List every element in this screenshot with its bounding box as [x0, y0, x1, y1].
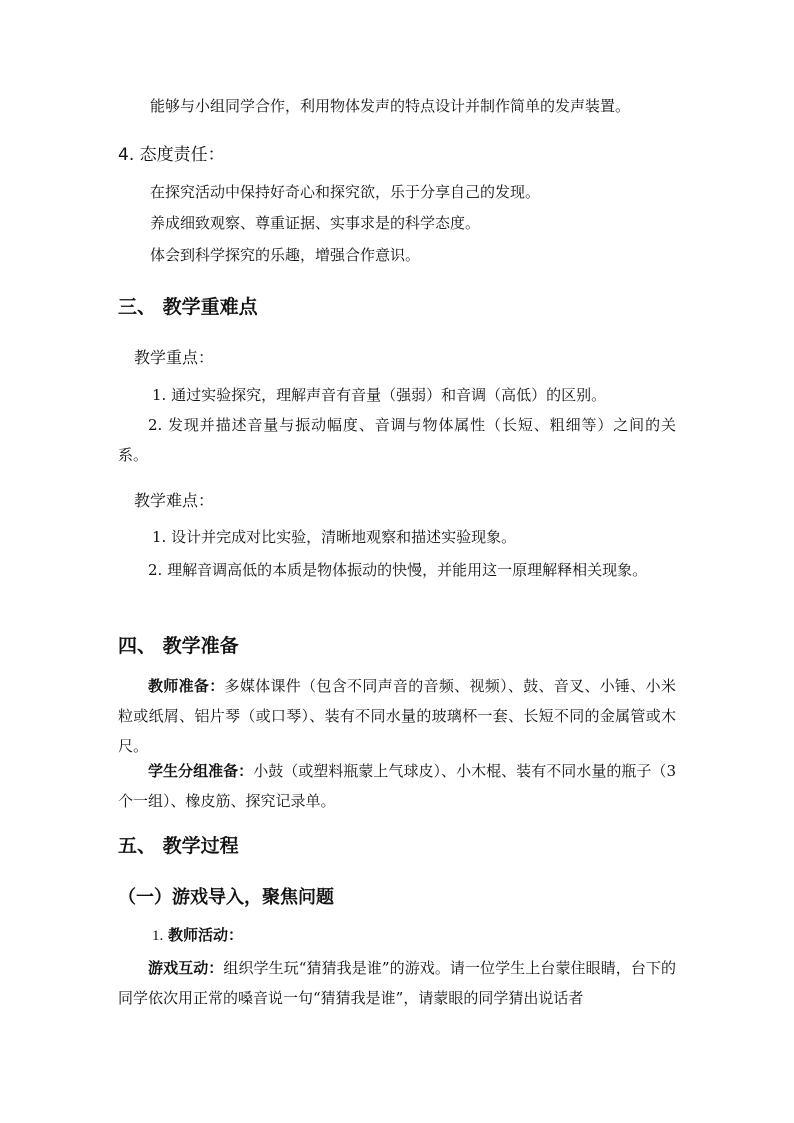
- attitude-item-2: 养成细致观察、尊重证据、实事求是的科学态度。: [150, 214, 481, 232]
- teacher-prep-label: 教师准备：: [148, 677, 225, 695]
- heading-process: 五、 教学过程: [118, 835, 239, 857]
- teacher-prep-text: 多媒体课件（包含不同声音的音频、视频）、鼓、音叉、小锤、小米粒或纸屑、铝片琴（或口琴）、装有不同水量的玻璃杯一套、长短不同的金属管或木尺。: [118, 677, 676, 755]
- student-prep-label: 学生分组准备：: [148, 762, 254, 780]
- heading-prep: 四、 教学准备: [118, 635, 239, 657]
- teacher-prep-paragraph: [118, 671, 676, 761]
- teacher-activity-label: 教师活动：: [168, 926, 244, 944]
- teacher-activity: [152, 925, 243, 946]
- teacher-activity-number: 1.: [152, 928, 164, 944]
- difficulty-label: 教学难点：: [134, 491, 215, 510]
- student-prep-paragraph: [118, 756, 676, 816]
- heading-part1: （一）游戏导入，聚焦问题: [118, 887, 334, 908]
- attitude-item-3: 体会到科学探究的乐趣，增强合作意识。: [150, 246, 421, 264]
- game-label: 游戏互动：: [148, 959, 224, 977]
- difficulty-item-1: 1. 设计并完成对比实验，清晰地观察和描述实验现象。: [152, 528, 517, 546]
- heading-attitude: 4. 态度责任：: [118, 145, 225, 165]
- heading-key-points: 三、 教学重难点: [118, 296, 258, 318]
- focus-item-1: 1. 通过实验探究，理解声音有音量（强弱）和音调（高低）的区别。: [152, 386, 607, 404]
- student-prep-text: 小鼓（或塑料瓶蒙上气球皮）、小木棍、装有不同水量的瓶子（3个一组）、橡皮筋、探究记录单。: [118, 762, 676, 810]
- paragraph-cooperate: 能够与小组同学合作，利用物体发声的特点设计并制作简单的发声装置。: [150, 97, 631, 115]
- game-text: 组织学生玩“猜猜我是谁”的游戏。请一位学生上台蒙住眼睛，台下的同学依次用正常的嗓音说一句“猜猜我是谁”，请蒙眼的同学猜出说话者: [118, 959, 676, 1007]
- attitude-item-1: 在探究活动中保持好奇心和探究欲，乐于分享自己的发现。: [150, 183, 541, 201]
- focus-label: 教学重点：: [134, 348, 215, 367]
- focus-item-2: 2. 发现并描述音量与振动幅度、音调与物体属性（长短、粗细等）之间的关系。: [118, 416, 676, 464]
- difficulty-item-2: 2. 理解音调高低的本质是物体振动的快慢，并能用这一原理解释相关现象。: [148, 561, 648, 579]
- game-paragraph: [118, 953, 676, 1013]
